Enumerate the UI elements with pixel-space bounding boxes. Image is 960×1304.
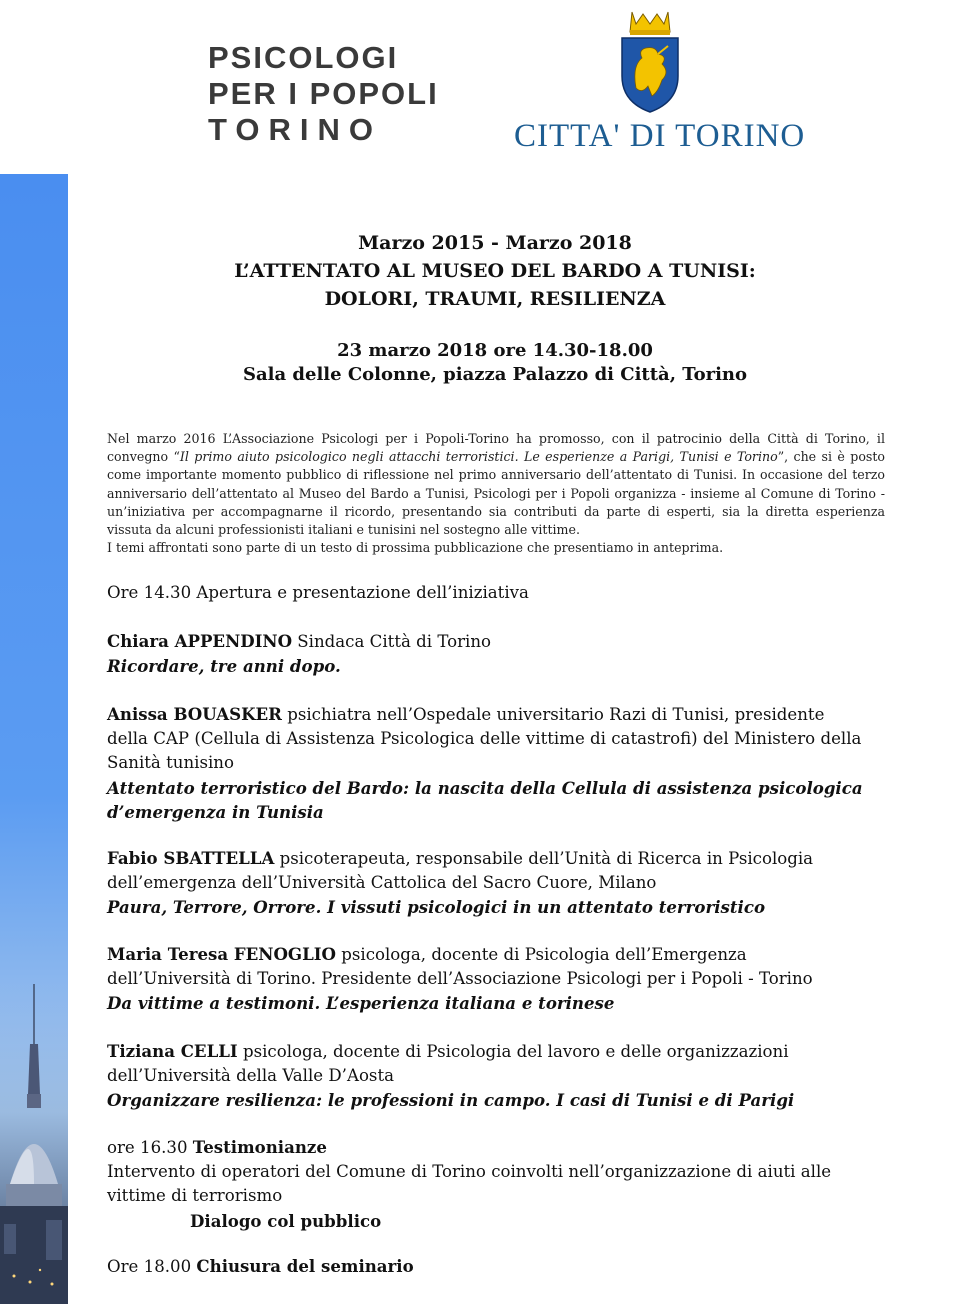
talk-title-line-2: d’emergenza in Tunisia bbox=[107, 801, 324, 822]
speaker-bouasker bbox=[107, 702, 907, 824]
closing-label: Chiusura del seminario bbox=[196, 1256, 414, 1276]
event-title-line-2: DOLORI, TRAUMI, RESILIENZA bbox=[324, 288, 666, 310]
testimonianze-desc-2: vittime di terrorismo bbox=[107, 1186, 283, 1206]
speaker-name: Tiziana CELLI bbox=[107, 1041, 238, 1061]
event-venue: Sala delle Colonne, piazza Palazzo di Città, Torino bbox=[242, 364, 748, 385]
torino-coat-of-arms-icon bbox=[612, 6, 688, 116]
speaker-role: psicologa, docente di Psicologia dell’Emergenza bbox=[335, 945, 747, 964]
speaker-role: psicologa, docente di Psicologia del lavoro e delle organizzazioni bbox=[237, 1042, 789, 1061]
talk-title: Ricordare, tre anni dopo. bbox=[107, 656, 341, 677]
event-date-time: 23 marzo 2018 ore 14.30-18.00 bbox=[337, 340, 653, 361]
speaker-appendino bbox=[107, 629, 907, 678]
closing-section bbox=[107, 1254, 907, 1279]
speaker-role-line-2: della CAP (Cellula di Assistenza Psicologica delle vittime di catastrofi) del Ministero della bbox=[107, 729, 862, 749]
intro-text-1: Nel marzo 2016 L’Associazione Psicologi per i Popoli-Torino ha promosso, con il patrocinio della Città di Torino, il convegno “ bbox=[107, 431, 885, 465]
logo-line-3: TORINO bbox=[208, 112, 382, 147]
intro-paragraph bbox=[107, 430, 885, 557]
mole-antonelliana-image bbox=[0, 984, 68, 1304]
speaker-celli bbox=[107, 1039, 907, 1113]
testimonianze-time: ore 16.30 bbox=[107, 1138, 193, 1157]
speaker-fenoglio bbox=[107, 942, 907, 1016]
logo-line-2: PER I POPOLI bbox=[208, 76, 439, 111]
speaker-name: Chiara APPENDINO bbox=[107, 631, 293, 651]
intro-text-3: I temi affrontati sono parte di un testo di prossima pubblicazione che presentiamo in anteprima. bbox=[107, 540, 724, 556]
blue-side-band bbox=[0, 174, 68, 1304]
event-dates: Marzo 2015 - Marzo 2018 bbox=[358, 232, 632, 254]
speaker-role-line-2: dell’emergenza dell’Università Cattolica del Sacro Cuore, Milano bbox=[107, 873, 657, 893]
talk-title: Paura, Terrore, Orrore. I vissuti psicologici in un attentato terroristico bbox=[107, 897, 766, 918]
speaker-role-line-3: Sanità tunisino bbox=[107, 753, 234, 773]
intro-text-2: ”, che si è posto come importante momento pubblico di riflessione nel primo anniversario dell’attentato di Tunisi. In occasione del terzo anniversario dell’attentato al Museo del Bardo a Tunisi, Psicologi per i Popoli organizza - insieme al Comune di Torino - un’iniziativa per accompagnarne il ricordo, presentando sia contributi da parte di esperti, sia la diretta esperienza vissuta da alcuni professionisti italiani e tunisini nel sostegno alle vittime. bbox=[107, 449, 886, 538]
event-title-line-1: L’ATTENTATO AL MUSEO DEL BARDO A TUNISI: bbox=[234, 260, 756, 282]
speaker-name: Anissa BOUASKER bbox=[107, 704, 282, 724]
talk-title: Attentato terroristico del Bardo: la nascita della Cellula di assistenza psicologica bbox=[107, 777, 863, 798]
speaker-name: Fabio SBATTELLA bbox=[107, 848, 275, 868]
speaker-name: Maria Teresa FENOGLIO bbox=[107, 944, 336, 964]
testimonianze-label: Testimonianze bbox=[192, 1137, 327, 1157]
speaker-sbattella bbox=[107, 846, 907, 920]
testimonianze-desc-1: Intervento di operatori del Comune di Torino coinvolti nell’organizzazione di aiuti alle bbox=[107, 1162, 832, 1182]
speaker-role: psichiatra nell’Ospedale universitario Razi di Tunisi, presidente bbox=[281, 705, 825, 724]
speaker-role: Sindaca Città di Torino bbox=[292, 632, 492, 651]
intro-conference-title: Il primo aiuto psicologico negli attacchi terroristici. Le esperienze a Parigi, Tunisi e Torino bbox=[179, 449, 778, 465]
speaker-role-line-2: dell’Università di Torino. Presidente dell’Associazione Psicologi per i Popoli - Torino bbox=[107, 969, 813, 989]
closing-time: Ore 18.00 bbox=[107, 1257, 197, 1276]
psicologi-per-i-popoli-logo bbox=[208, 40, 439, 148]
citta-di-torino-logo: CITTA' DI TORINO bbox=[514, 118, 806, 154]
testimonianze-section bbox=[107, 1135, 907, 1233]
speaker-role: psicoterapeuta, responsabile dell’Unità di Ricerca in Psicologia bbox=[274, 849, 814, 868]
opening-line: Ore 14.30 Apertura e presentazione dell’iniziativa bbox=[107, 583, 529, 602]
logo-line-1: PSICOLOGI bbox=[208, 40, 399, 75]
speaker-role-line-2: dell’Università della Valle D’Aosta bbox=[107, 1066, 395, 1086]
talk-title: Organizzare resilienza: le professioni in campo. I casi di Tunisi e di Parigi bbox=[107, 1090, 795, 1111]
dialogo-col-pubblico: Dialogo col pubblico bbox=[190, 1210, 382, 1231]
talk-title: Da vittime a testimoni. L’esperienza italiana e torinese bbox=[107, 993, 615, 1014]
